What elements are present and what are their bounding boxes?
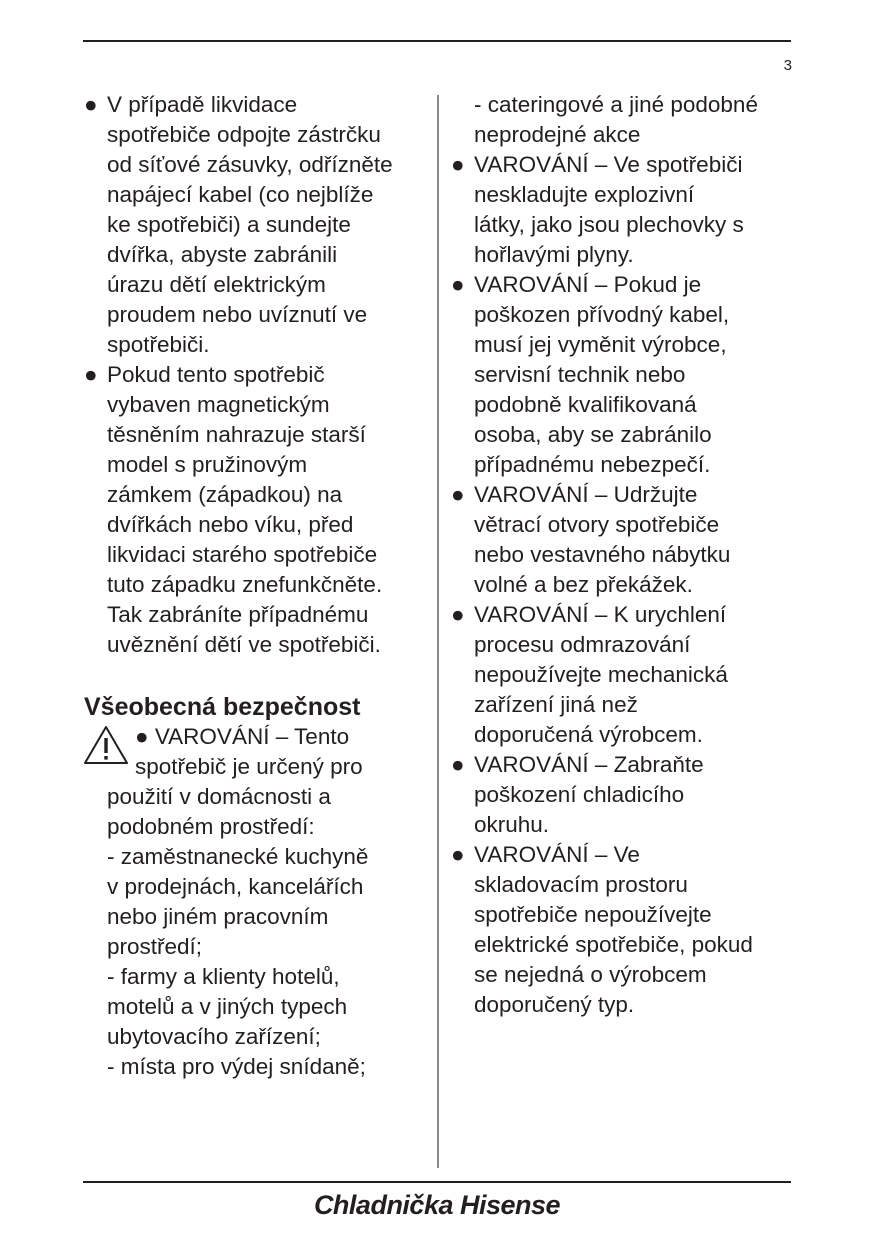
text-line: osoba, aby se zabránilo (474, 422, 712, 447)
text-line: zařízení jiná než (474, 692, 638, 717)
bullet-icon: ● (451, 842, 465, 867)
text-line: poškozen přívodný kabel, (474, 302, 730, 327)
text-line: Tak zabráníte případnému (107, 602, 369, 627)
warning-block (84, 722, 434, 1082)
text-line: ke spotřebiči) a sundejte (107, 212, 351, 237)
bottom-rule (83, 1181, 791, 1183)
text-line: uvěznění dětí ve spotřebiči. (107, 632, 381, 657)
text-line: doporučený typ. (474, 992, 635, 1017)
text-line: VAROVÁNÍ – Ve (474, 842, 640, 867)
text-line: hořlavými plyny. (474, 242, 634, 267)
text-line: - zaměstnanecké kuchyně (107, 844, 369, 869)
text-line: VAROVÁNÍ – Udržujte (474, 482, 698, 507)
text-line: vybaven magnetickým (107, 392, 330, 417)
text-line: procesu odmrazování (474, 632, 691, 657)
text-line: nebo jiném pracovním (107, 904, 329, 929)
text-line: proudem nebo uvíznutí ve (107, 302, 368, 327)
bullet-icon: ● (84, 92, 98, 117)
list-item (84, 90, 434, 360)
text-line: neskladujte explozivní (474, 182, 695, 207)
text-line: dvířkách nebo víku, před (107, 512, 354, 537)
list-item (451, 270, 796, 480)
text-line: - místa pro výdej snídaně; (107, 1054, 366, 1079)
text-line: případnému nebezpečí. (474, 452, 711, 477)
list-item (84, 360, 434, 660)
text-line: VAROVÁNÍ – Pokud je (474, 272, 702, 297)
text-line: spotřebiče odpojte zástrčku (107, 122, 381, 147)
text-line: zámkem (západkou) na (107, 482, 343, 507)
section-heading: Všeobecná bezpečnost (84, 693, 361, 721)
text-line: od síťové zásuvky, odřízněte (107, 152, 393, 177)
text-line: spotřebič je určený pro (135, 754, 363, 779)
text-line: VAROVÁNÍ – Ve spotřebiči (474, 152, 743, 177)
text-line: prostředí; (107, 934, 203, 959)
bullet-icon: ● (451, 152, 465, 177)
text-line: doporučená výrobcem. (474, 722, 703, 747)
bullet-icon: ● (451, 482, 465, 507)
list-item (451, 600, 796, 750)
right-column (451, 90, 796, 1020)
text-line: volné a bez překážek. (474, 572, 693, 597)
text-line: VAROVÁNÍ – K urychlení (474, 602, 727, 627)
list-item (451, 750, 796, 840)
text-line: úrazu dětí elektrickým (107, 272, 326, 297)
text-line: nebo vestavného nábytku (474, 542, 731, 567)
text-line: použití v domácnosti a (107, 784, 331, 809)
bullet-icon: ● (451, 602, 465, 627)
text-line: ● VAROVÁNÍ – Tento (135, 724, 350, 749)
text-line: neprodejné akce (474, 122, 641, 147)
text-line: tuto západku znefunkčněte. (107, 572, 383, 597)
right-bullet-list (451, 150, 796, 1020)
text-line: látky, jako jsou plechovky s (474, 212, 744, 237)
text-line: servisní technik nebo (474, 362, 686, 387)
left-column (84, 90, 434, 1082)
text-line: musí jej vyměnit výrobce, (474, 332, 727, 357)
text-line: okruhu. (474, 812, 550, 837)
text-line: Pokud tento spotřebič (107, 362, 325, 387)
text-line: dvířka, abyste zabránili (107, 242, 338, 267)
list-item (451, 840, 796, 1020)
text-line: podobně kvalifikovaná (474, 392, 697, 417)
text-line: elektrické spotřebiče, pokud (474, 932, 753, 957)
column-divider (437, 95, 439, 1168)
text-line: V případě likvidace (107, 92, 298, 117)
text-line: - farmy a klienty hotelů, (107, 964, 340, 989)
bullet-icon: ● (84, 362, 98, 387)
text-line: poškození chladicího (474, 782, 685, 807)
top-rule (83, 40, 791, 42)
text-line: se nejedná o výrobcem (474, 962, 707, 987)
page-number: 3 (783, 57, 792, 74)
text-line: těsněním nahrazuje starší (107, 422, 366, 447)
text-line: v prodejnách, kancelářích (107, 874, 364, 899)
text-line: VAROVÁNÍ – Zabraňte (474, 752, 704, 777)
text-line: spotřebiči. (107, 332, 210, 357)
text-line: motelů a v jiných typech (107, 994, 348, 1019)
text-line: model s pružinovým (107, 452, 308, 477)
bullet-icon: ● (451, 272, 465, 297)
left-bullet-list (84, 90, 434, 660)
list-item (451, 480, 796, 600)
continuation-text (451, 90, 796, 150)
text-line: větrací otvory spotřebiče (474, 512, 720, 537)
bullet-icon: ● (451, 752, 465, 777)
list-item (451, 150, 796, 270)
text-line: podobném prostředí: (107, 814, 315, 839)
warning-triangle-icon (82, 724, 130, 766)
text-line: nepoužívejte mechanická (474, 662, 728, 687)
text-line: skladovacím prostoru (474, 872, 688, 897)
text-line: - cateringové a jiné podobné (474, 92, 758, 117)
text-line: spotřebiče nepoužívejte (474, 902, 712, 927)
text-line: ubytovacího zařízení; (107, 1024, 321, 1049)
footer-title: Chladnička Hisense (313, 1190, 561, 1220)
text-line: likvidaci starého spotřebiče (107, 542, 378, 567)
text-line: napájecí kabel (co nejblíže (107, 182, 374, 207)
